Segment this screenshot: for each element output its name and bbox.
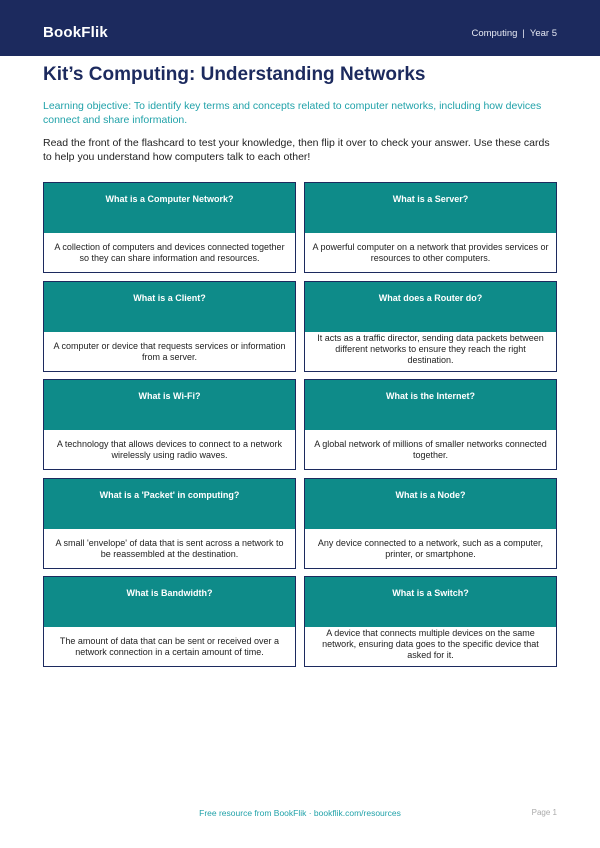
flashcard-answer-area: [305, 627, 556, 666]
flashcard-answer-area: [305, 332, 556, 371]
header-separator: |: [522, 28, 525, 39]
flashcard-answer-area: [44, 233, 295, 272]
brand-logo-text[interactable]: BookFlik: [43, 24, 108, 41]
flashcard-question: What is a Switch?: [305, 577, 556, 627]
flashcard-answer: A global network of millions of smaller networks connected together.: [314, 438, 547, 460]
flashcard-switch[interactable]: [304, 576, 557, 667]
flashcard-answer: A powerful computer on a network that provides services or resources to other computers.: [312, 241, 549, 263]
flashcard-answer-area: [44, 332, 295, 371]
flashcard-question: What is a Server?: [305, 183, 556, 233]
flashcard-answer-area: [305, 233, 556, 272]
flashcard-answer-area: [305, 430, 556, 469]
flashcard-answer-area: [44, 627, 295, 666]
flashcard-answer: The amount of data that can be sent or received over a network connection in a certain amount of time.: [59, 635, 280, 657]
flashcard-router[interactable]: [304, 281, 557, 372]
flashcard-question: What is a Client?: [44, 282, 295, 332]
flashcard-bandwidth[interactable]: [43, 576, 296, 667]
flashcard-question: What is a Node?: [305, 479, 556, 529]
flashcard-answer-area: [305, 529, 556, 568]
footer-credit[interactable]: Free resource from BookFlik · bookflik.com/resources: [199, 808, 401, 818]
flashcard-server[interactable]: [304, 182, 557, 273]
flashcard-answer: A computer or device that requests services or information from a server.: [53, 340, 286, 362]
flashcard-question: What is a Computer Network?: [44, 183, 295, 233]
flashcard-packet[interactable]: [43, 478, 296, 569]
flashcard-question: What is Wi-Fi?: [44, 380, 295, 430]
page-title: Kit’s Computing: Understanding Networks: [43, 64, 426, 85]
page-number: Page 1: [531, 808, 557, 817]
flashcard-answer-area: [44, 529, 295, 568]
header-meta: [471, 28, 557, 39]
flashcard-question: What is a 'Packet' in computing?: [44, 479, 295, 529]
flashcard-internet[interactable]: [304, 379, 557, 470]
subject-label: Computing: [471, 28, 518, 39]
flashcard-answer-area: [44, 430, 295, 469]
top-bar: [0, 0, 600, 56]
year-label: Year 5: [529, 28, 557, 39]
flashcard-answer: A device that connects multiple devices on the same network, ensuring data goes to the specific device that asked for it.: [322, 628, 539, 660]
flashcard-question: What is Bandwidth?: [44, 577, 295, 627]
flashcard-wifi[interactable]: [43, 379, 296, 470]
learning-objective: Learning objective: To identify key terms and concepts related to computer networks, including how devices connect and share information.: [43, 100, 542, 126]
flashcard-answer: Any device connected to a network, such as a computer, printer, or smartphone.: [317, 537, 544, 559]
flashcard-question: What does a Router do?: [305, 282, 556, 332]
flashcard-answer: A technology that allows devices to connect to a network wirelessly using radio waves.: [56, 438, 283, 460]
intro-text: Read the front of the flashcard to test your knowledge, then flip it over to check your answer. Use these cards to help you understand how computers talk to each other!: [43, 137, 550, 163]
flashcard-question: What is the Internet?: [305, 380, 556, 430]
flashcard-answer: A small 'envelope' of data that is sent across a network to be reassembled at the destination.: [55, 537, 284, 559]
flashcard-node[interactable]: [304, 478, 557, 569]
flashcard-computer-network[interactable]: [43, 182, 296, 273]
flashcard-answer: A collection of computers and devices connected together so they can share information and resources.: [54, 241, 285, 263]
flashcard-answer: It acts as a traffic director, sending data packets between different networks to ensure they reach the right destination.: [317, 333, 544, 365]
flashcard-client[interactable]: [43, 281, 296, 372]
